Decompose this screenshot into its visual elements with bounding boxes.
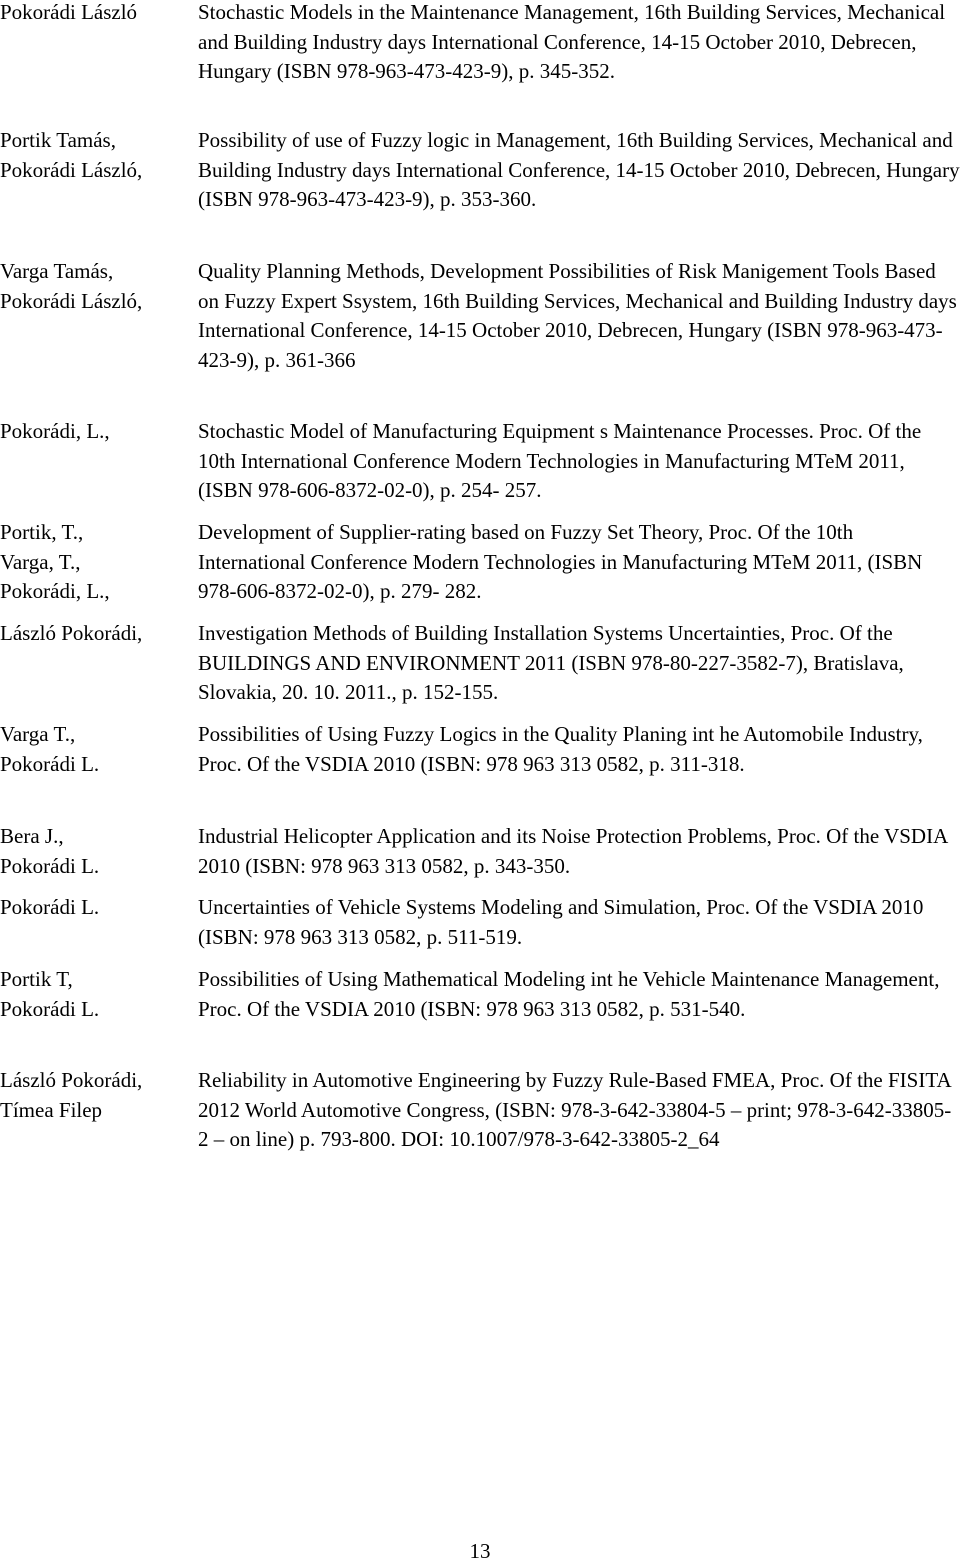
publication-entry: [0, 126, 960, 215]
publication-citation: Industrial Helicopter Application and its Noise Protection Problems, Proc. Of the VSDIA 2010 (ISBN: 978 963 313 0582, p. 343-350.: [198, 824, 948, 878]
publication-authors: Pokorádi, L.,: [0, 419, 110, 443]
publication-citation: Stochastic Model of Manufacturing Equipment s Maintenance Processes. Proc. Of the 10th International Conference Modern Technologies in Manufacturing MTeM 2011, (ISBN 978-606-8372-02-0), p. 254- 257.: [198, 419, 922, 502]
publication-entry: [0, 965, 960, 1024]
publication-authors: László Pokorádi,: [0, 621, 143, 645]
publication-authors: Portik Tamás, Pokorádi László,: [0, 128, 143, 182]
publication-entry: [0, 619, 960, 708]
publication-authors: László Pokorádi, Tímea Filep: [0, 1068, 143, 1122]
publication-citation: Possibilities of Using Mathematical Modeling int he Vehicle Maintenance Management, Proc. Of the VSDIA 2010 (ISBN: 978 963 313 0582, p. 531-540.: [198, 967, 940, 1021]
publication-entry: [0, 893, 960, 952]
publication-citation: Reliability in Automotive Engineering by Fuzzy Rule-Based FMEA, Proc. Of the FISITA 2012 World Automotive Congress, (ISBN: 978-3-642-33804-5 – print; 978-3-642-33805-2 – on line) p. 793-800. DOI: 10.1007/978-3-642-33805-2_64: [198, 1068, 952, 1151]
publication-authors: Portik T, Pokorádi L.: [0, 967, 100, 1021]
publication-citation: Quality Planning Methods, Development Possibilities of Risk Manigement Tools Based on Fuzzy Expert Ssystem, 16th Building Services, Mechanical and Building Industry days International Conference, 14-15 October 2010, Debrecen, Hungary (ISBN 978-963-473-423-9), p. 361-366: [198, 259, 957, 372]
publication-entry: [0, 822, 960, 881]
publication-entry: [0, 417, 960, 506]
publication-entry: [0, 0, 960, 87]
publication-entry: [0, 518, 960, 607]
publication-citation: Development of Supplier-rating based on Fuzzy Set Theory, Proc. Of the 10th International Conference Modern Technologies in Manufacturing MTeM 2011, (ISBN 978-606-8372-02-0), p. 279- 282.: [198, 520, 923, 603]
publication-authors: Bera J., Pokorádi L.: [0, 824, 100, 878]
publication-authors: Portik, T., Varga, T., Pokorádi, L.,: [0, 520, 110, 603]
publication-entry: [0, 1066, 960, 1155]
publication-authors: Pokorádi László: [0, 0, 138, 24]
publication-citation: Uncertainties of Vehicle Systems Modeling and Simulation, Proc. Of the VSDIA 2010 (ISBN: 978 963 313 0582, p. 511-519.: [198, 895, 924, 949]
publication-entry: [0, 257, 960, 375]
publication-entry: [0, 720, 960, 779]
publication-citation: Investigation Methods of Building Installation Systems Uncertainties, Proc. Of the BUILDINGS AND ENVIRONMENT 2011 (ISBN 978-80-227-3582-7), Bratislava, Slovakia, 20. 10. 2011., p. 152-155.: [198, 621, 904, 704]
publication-authors: Pokorádi L.: [0, 895, 100, 919]
publication-authors: Varga T., Pokorádi L.: [0, 722, 100, 776]
publication-citation: Possibility of use of Fuzzy logic in Management, 16th Building Services, Mechanical and Building Industry days International Conference, 14-15 October 2010, Debrecen, Hungary (ISBN 978-963-473-423-9), p. 353-360.: [198, 128, 960, 211]
page-number: 13: [469, 1539, 491, 1563]
publication-authors: Varga Tamás, Pokorádi László,: [0, 259, 143, 313]
publication-citation: Stochastic Models in the Maintenance Management, 16th Building Services, Mechanical and Building Industry days International Conference, 14-15 October 2010, Debrecen, Hungary (ISBN 978-963-473-423-9), p. 345-352.: [198, 0, 946, 83]
publication-citation: Possibilities of Using Fuzzy Logics in the Quality Planing int he Automobile Industry, Proc. Of the VSDIA 2010 (ISBN: 978 963 313 0582, p. 311-318.: [198, 722, 923, 776]
